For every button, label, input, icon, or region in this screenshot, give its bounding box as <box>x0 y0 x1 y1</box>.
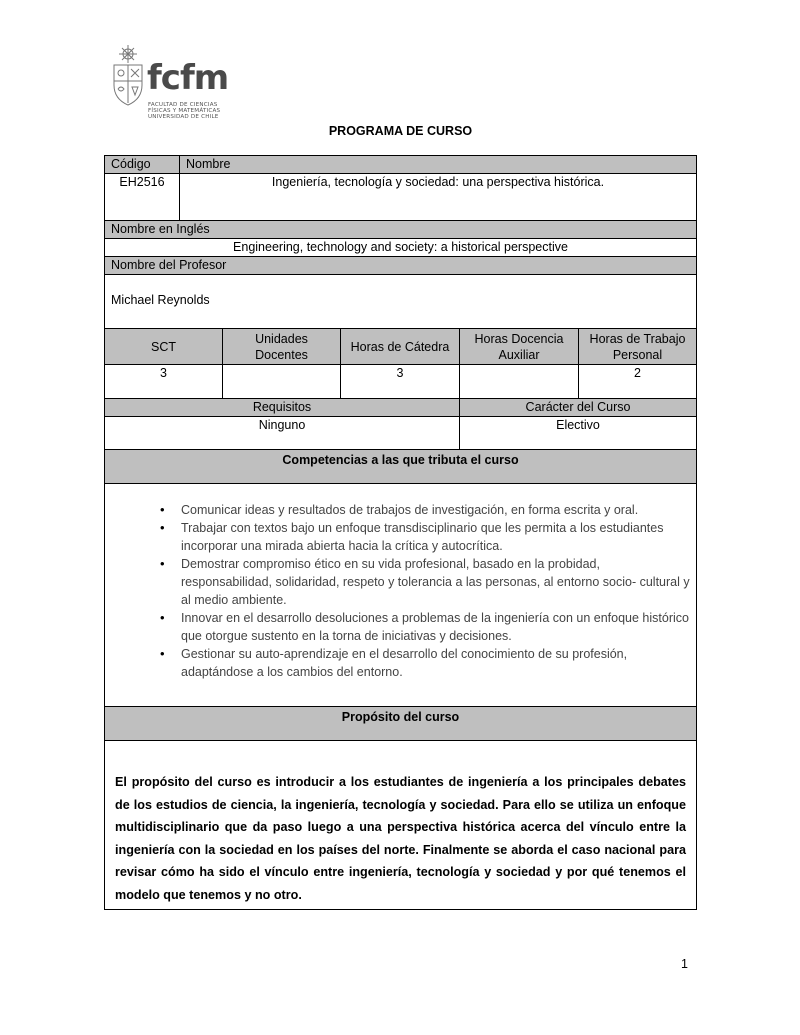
list-item: • Gestionar su auto-aprendizaje en el desarrollo del conocimiento de su profesión, adaptándose a los cambios del entorno. <box>181 645 692 681</box>
english-name-label: Nombre en Inglés <box>111 222 210 236</box>
proposito-header-row <box>105 707 696 741</box>
hours-value-auxiliar <box>460 365 579 398</box>
hours-header-unidades: Unidades Docentes <box>223 329 341 364</box>
professor-label: Nombre del Profesor <box>111 258 227 272</box>
requisitos-label: Requisitos <box>105 399 460 416</box>
competencias-row <box>105 484 696 707</box>
code-name-row <box>105 174 696 221</box>
hours-header-sct: SCT <box>105 329 223 364</box>
document-title: PROGRAMA DE CURSO <box>328 124 473 138</box>
professor-header-row <box>105 257 696 275</box>
university-seal-icon <box>110 45 146 107</box>
list-item: • Trabajar con textos bajo un enfoque transdisciplinario que les permita a los estudiantes incorporar una mirada abierta hacia la crítica y autocrítica. <box>181 519 692 555</box>
code-name-header-row <box>105 156 696 174</box>
requirements-row <box>105 417 696 450</box>
fcfm-logo <box>110 45 240 125</box>
hours-values-row <box>105 365 696 399</box>
list-item: • Demostrar compromiso ético en su vida profesional, basado en la probidad, responsabilidad, solidaridad, respeto y tolerancia a las personas, al entorno socio- cultural y al medio ambiente. <box>181 555 692 609</box>
hours-header-auxiliar: Horas Docencia Auxiliar <box>460 329 579 364</box>
professor-name: Michael Reynolds <box>111 293 210 307</box>
page-number: 1 <box>681 957 688 971</box>
hours-value-catedra: 3 <box>341 365 460 398</box>
proposito-row <box>105 741 696 909</box>
course-program-table <box>104 155 697 910</box>
english-name-row <box>105 239 696 257</box>
professor-row <box>105 275 696 329</box>
logo-lettering: fcfm <box>147 58 229 98</box>
english-name-header-row <box>105 221 696 239</box>
name-label: Nombre <box>186 157 231 171</box>
competencias-header-row <box>105 450 696 484</box>
hours-header-catedra: Horas de Cátedra <box>341 329 460 364</box>
proposito-text: El propósito del curso es introducir a los estudiantes de ingeniería a los principales debates de los estudios de ciencia, la ingeniería, tecnología y sociedad. Para ello se utiliza un enfoque multidisciplinario que da paso luego a una perspectiva histórica acerca del vínculo entre la ingeniería con la sociedad en los países del norte. Finalmente se aborda el caso nacional para revisar cómo ha sido el vínculo entre ingeniería, tecnología y sociedad y por qué tenemos el modelo que tenemos y no otro. <box>115 775 686 902</box>
hours-value-personal: 2 <box>634 366 641 380</box>
course-english-name: Engineering, technology and society: a historical perspective <box>233 240 568 254</box>
hours-value-unidades <box>223 365 341 398</box>
caracter-value: Electivo <box>556 418 600 432</box>
list-item: • Comunicar ideas y resultados de trabajos de investigación, en forma escrita y oral. <box>181 501 692 519</box>
hours-header-personal: Horas de Trabajo Personal <box>589 331 686 362</box>
course-code: EH2516 <box>105 174 180 220</box>
logo-subtitle: FACULTAD DE CIENCIAS FÍSICAS Y MATEMÁTICAS UNIVERSIDAD DE CHILE <box>148 102 221 120</box>
competencias-list <box>111 501 692 681</box>
requirements-header-row <box>105 399 696 417</box>
requisitos-value: Ninguno <box>105 417 460 449</box>
course-name: Ingeniería, tecnología y sociedad: una perspectiva histórica. <box>271 175 605 189</box>
code-label: Código <box>105 156 180 173</box>
proposito-title: Propósito del curso <box>341 710 460 724</box>
hours-value-sct: 3 <box>105 365 223 398</box>
competencias-title: Competencias a las que tributa el curso <box>282 453 519 467</box>
hours-header-row <box>105 329 696 365</box>
caracter-label: Carácter del Curso <box>525 400 631 414</box>
list-item: • Innovar en el desarrollo desoluciones a problemas de la ingeniería con un enfoque histórico que otorgue sustento en la torna de iniciativas y decisiones. <box>181 609 692 645</box>
